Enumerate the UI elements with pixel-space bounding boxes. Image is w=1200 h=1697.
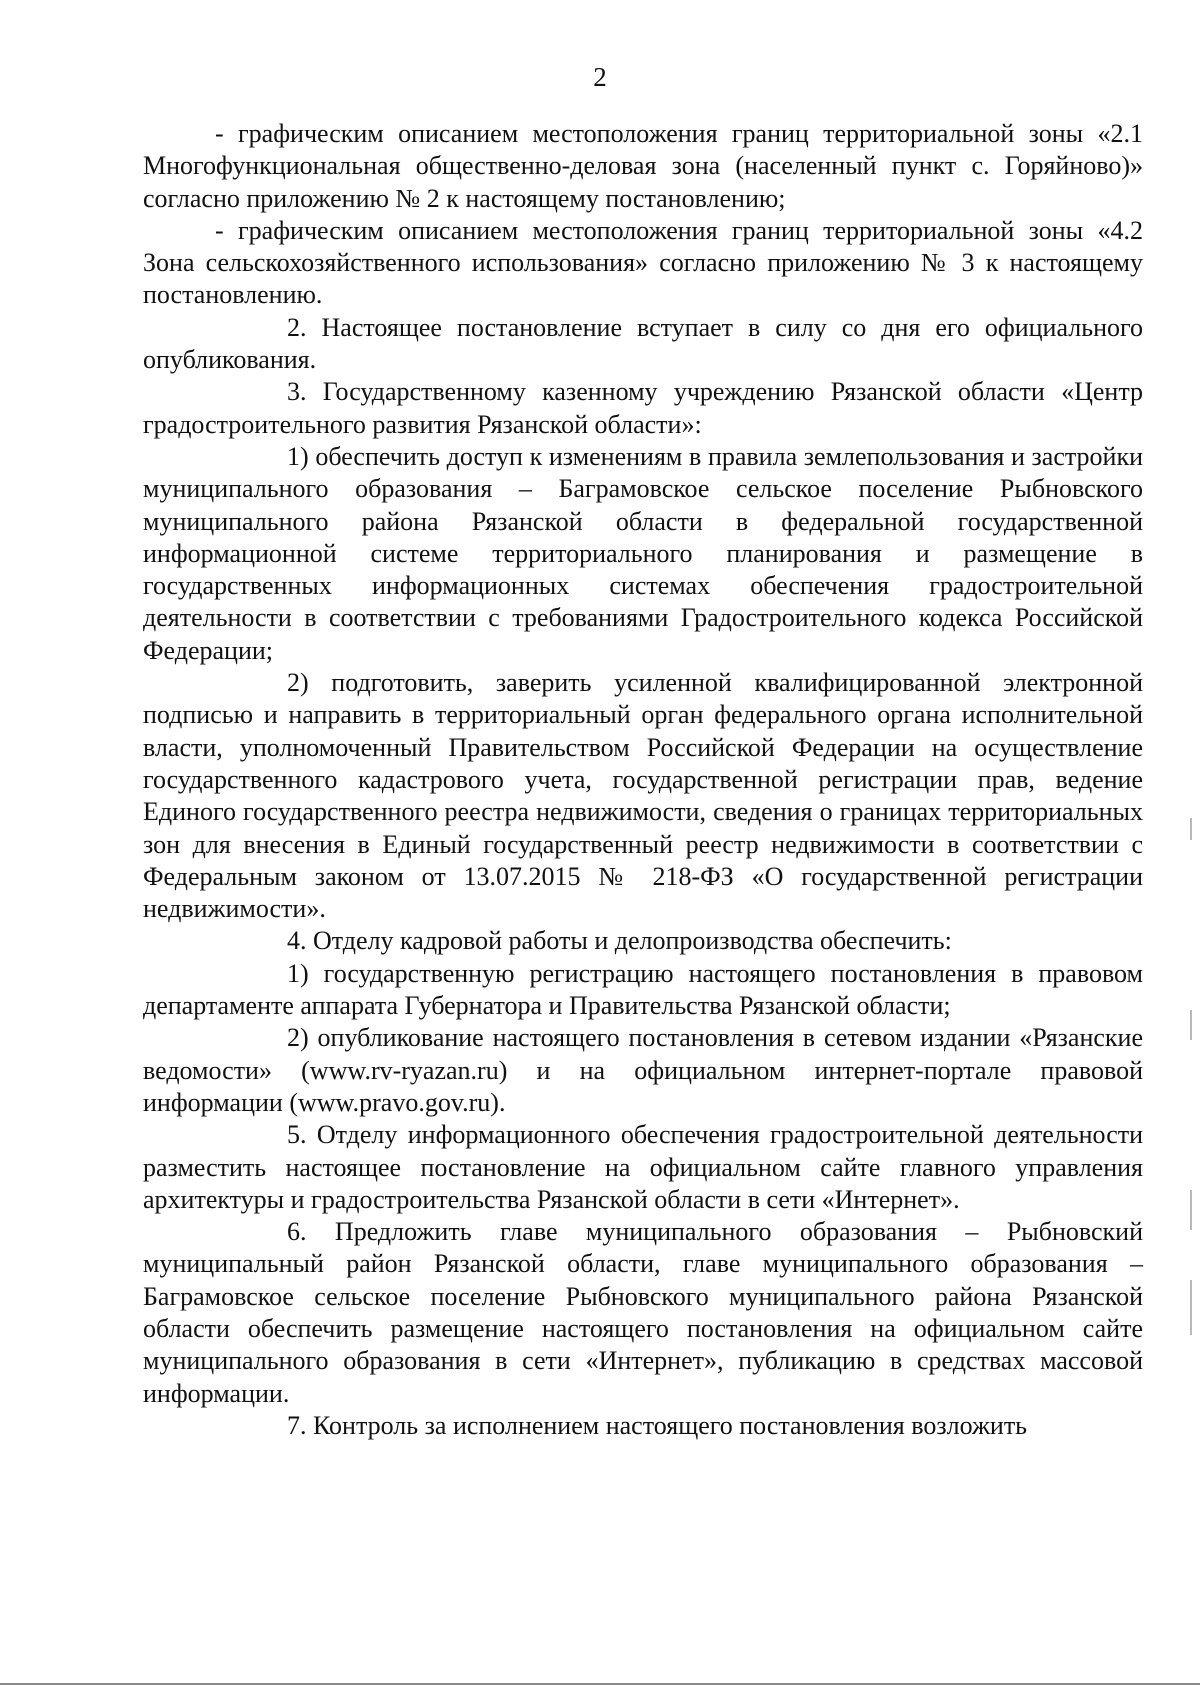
scan-edge-mark	[1190, 1280, 1192, 1335]
paragraph-text: Отделу кадровой работы и делопроизводства обеспечить:	[313, 926, 952, 956]
paragraph-text: обеспечить доступ к изменениям в правила землепользования и застройки муниципального образования – Баграмовское сельское поселение Рыбновского муниципального района Рязанской области в федеральной государственной информационной системе территориального планирования и размещение в государственных информационных системах обеспечения градостроительной деятельности в соответствии с требованиями Градостроительного кодекса Российской Федерации;	[143, 441, 1144, 665]
scan-bottom-edge	[0, 1683, 1200, 1685]
paragraph-item-5	[143, 1119, 1143, 1216]
scan-edge-mark	[1190, 818, 1192, 840]
paragraph-text: - графическим описанием местоположения границ территориальной зоны «2.1 Многофункциональная общественно-деловая зона (населенный пункт с. Горяйново)» согласно приложению № 2 к настоящему постановлению;	[143, 119, 1143, 213]
paragraph-item-6	[143, 1216, 1143, 1410]
paragraph-item-3-2	[143, 667, 1143, 925]
paragraph-number: 1)	[287, 958, 309, 988]
paragraph-item-4	[143, 925, 1143, 957]
paragraph-item-3	[143, 376, 1143, 441]
paragraph-number: 5.	[287, 1120, 307, 1150]
paragraph-item-7	[143, 1410, 1143, 1442]
paragraph-number: 2)	[287, 668, 309, 698]
paragraph-number: 2)	[287, 1023, 309, 1053]
paragraph-number: 3.	[287, 377, 307, 407]
paragraph-text: Настоящее постановление вступает в силу со дня его официального опубликования.	[143, 312, 1144, 375]
paragraph-item-2	[143, 312, 1143, 377]
paragraph-text: Контроль за исполнением настоящего постановления возложить	[313, 1410, 1028, 1440]
scan-edge-mark	[1190, 1010, 1192, 1040]
paragraph-graphic-description-zone-2-1	[143, 118, 1143, 215]
document-body	[143, 118, 1143, 1442]
paragraph-text: Государственному казенному учреждению Рязанской области «Центр градостроительного развития Рязанской области»:	[143, 377, 1144, 439]
paragraph-number: 2.	[287, 312, 307, 342]
paragraph-text: подготовить, заверить усиленной квалифицированной электронной подписью и направить в территориальный орган федерального органа исполнительной власти, уполномоченный Правительством Российской Федерации на осуществление государственного кадастрового учета, государственной регистрации прав, ведение Единого государственного реестра недвижимости, сведения о границах территориальных зон для внесения в Единый государственный реестр недвижимости в соответствии с Федеральным законом от 13.07.2015 № 218-ФЗ «О государственной регистрации недвижимости».	[143, 668, 1144, 924]
paragraph-text: опубликование настоящего постановления в сетевом издании «Рязанские ведомости» (www.rv-ryazan.ru) и на официальном интернет-портале правовой информации (www.pravo.gov.ru).	[143, 1023, 1144, 1117]
page-number: 2	[593, 62, 607, 92]
paragraph-item-3-1	[143, 441, 1143, 667]
paragraph-number: 4.	[287, 926, 307, 956]
paragraph-number: 6.	[287, 1217, 307, 1247]
paragraph-number: 7.	[287, 1410, 307, 1440]
paragraph-item-4-2	[143, 1022, 1143, 1119]
paragraph-text: государственную регистрацию настоящего постановления в правовом департаменте аппарата Губернатора и Правительства Рязанской области;	[143, 958, 1143, 1021]
paragraph-text: Предложить главе муниципального образования – Рыбновский муниципальный район Рязанской области, главе муниципального образования – Баграмовское сельское поселение Рыбновского муниципального района Рязанской области обеспечить размещение настоящего постановления на официальном сайте муниципального образования в сети «Интернет», публикацию в средствах массовой информации.	[143, 1217, 1144, 1408]
scan-edge-mark	[1190, 1190, 1192, 1230]
paragraph-text: Отделу информационного обеспечения градостроительной деятельности разместить настоящее постановление на официальном сайте главного управления архитектуры и градостроительства Рязанской области в сети «Интернет».	[143, 1120, 1144, 1214]
paragraph-number: 1)	[287, 441, 309, 471]
paragraph-text: - графическим описанием местоположения границ территориальной зоны «4.2 Зона сельскохозяйственного использования» согласно приложению № 3 к настоящему постановлению.	[143, 215, 1143, 310]
paragraph-item-4-1	[143, 958, 1143, 1023]
paragraph-graphic-description-zone-4-2	[143, 215, 1143, 312]
